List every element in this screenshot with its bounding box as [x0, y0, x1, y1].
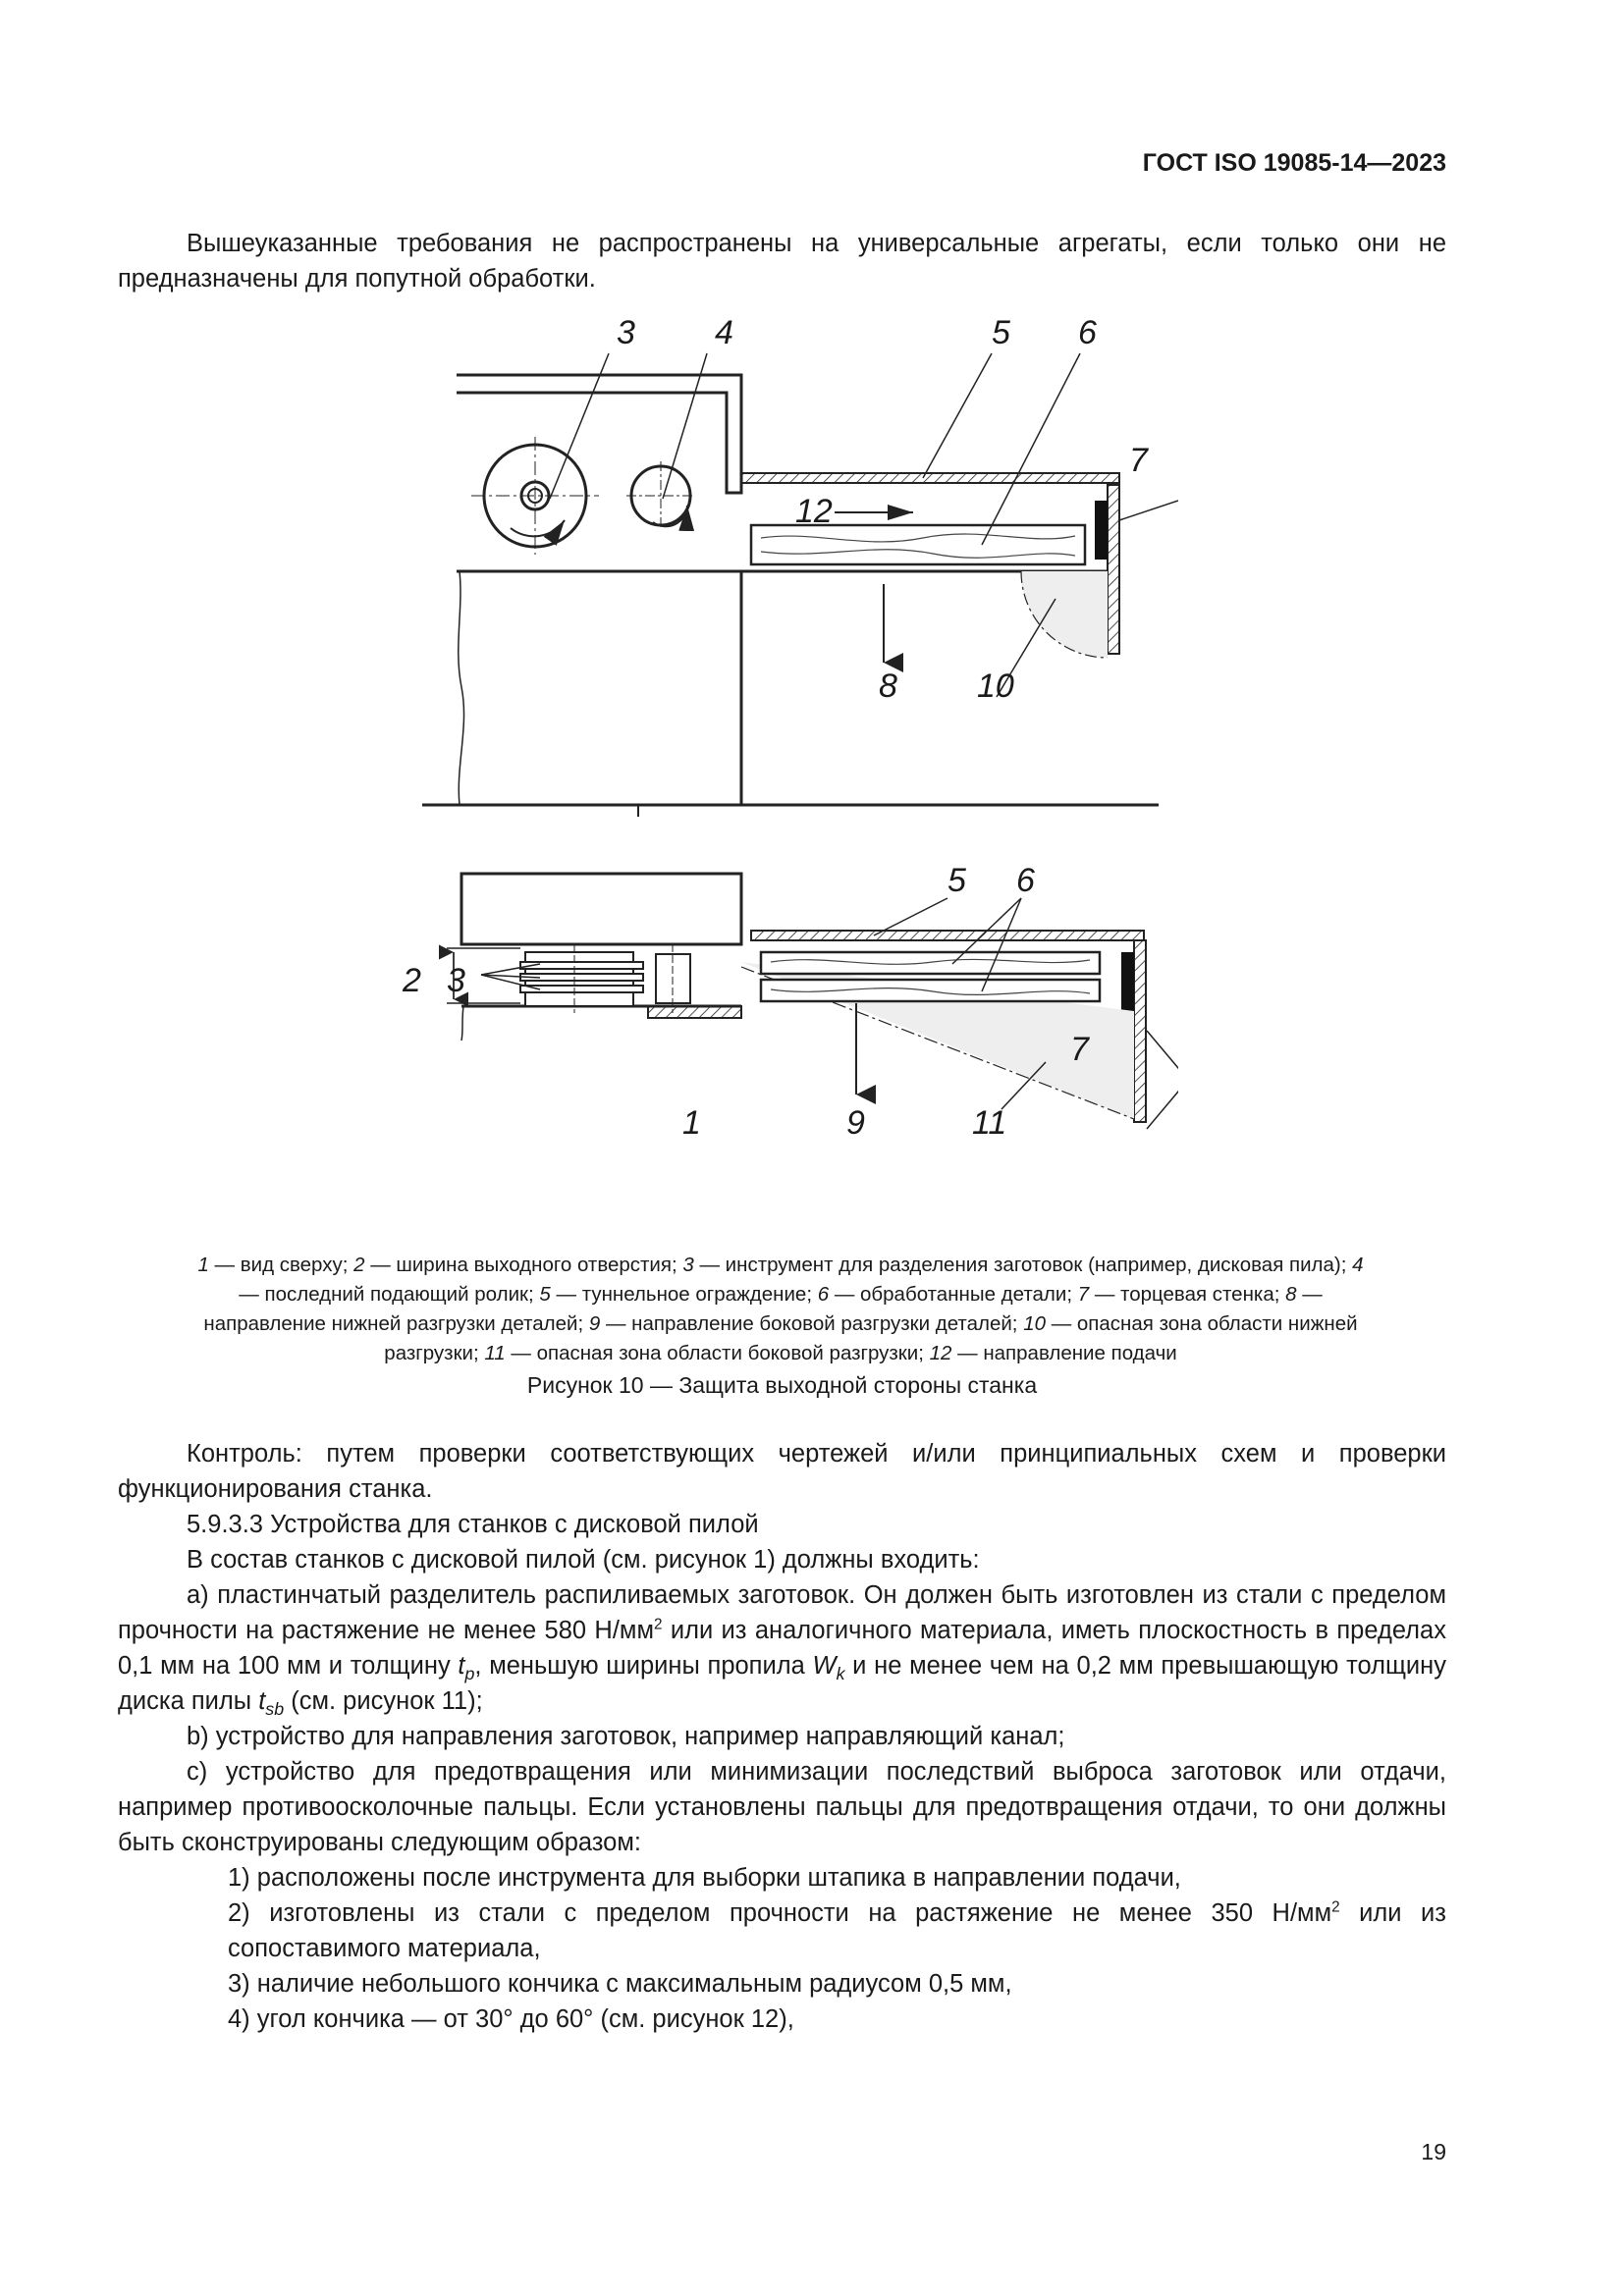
- subitem-1: 1) расположены после инструмента для выборки штапика в направлении подачи,: [228, 1864, 1181, 1892]
- page-number: 19: [1421, 2139, 1446, 2164]
- subitem-2: 2) изготовлены из стали с пределом прочности на растяжение не менее 350 $Н/мм^2$ или из сопоставимого материала,: [228, 1898, 1446, 1962]
- label-10: 10: [977, 667, 1014, 705]
- label-7: 7: [1129, 442, 1148, 479]
- label-3: 3: [617, 314, 635, 351]
- label-2: 2: [403, 962, 421, 999]
- top-view: [403, 862, 1178, 1142]
- section-heading: 5.9.3.3 Устройства для станков с дисковой пилой: [187, 1511, 759, 1538]
- legend-item: 11 — опасная зона области боковой разгрузки;: [484, 1342, 930, 1364]
- label-9: 9: [846, 1104, 865, 1142]
- legend-item: 6 — обработанные детали;: [817, 1283, 1078, 1306]
- bottom-label-5: 5: [947, 862, 966, 899]
- figure-10-drawing: [403, 314, 1178, 1217]
- bottom-label-6: 6: [1016, 862, 1035, 899]
- bottom-label-7: 7: [1070, 1031, 1089, 1068]
- label-12: 12: [795, 493, 833, 530]
- legend-item: 9 — направление боковой разгрузки деталей;: [588, 1312, 1024, 1335]
- intro-paragraph: [118, 226, 1446, 296]
- side-view: [422, 314, 1178, 817]
- legend-item: 2 — ширина выходного отверстия;: [353, 1254, 683, 1276]
- legend-item: 12 — направление подачи: [929, 1342, 1177, 1364]
- label-8: 8: [879, 667, 897, 705]
- figure-legend: [191, 1251, 1370, 1368]
- subitem-3: 3) наличие небольшого кончика с максимальным радиусом 0,5 мм,: [228, 1970, 1012, 1998]
- saw-stack: [520, 944, 690, 1013]
- document-code: ГОСТ ISO 19085-14—2023: [1142, 149, 1446, 177]
- item-b: b) устройство для направления заготовок, например направляющий канал;: [187, 1723, 1065, 1750]
- legend-item: 1 — вид сверху;: [197, 1254, 354, 1276]
- danger-zone-bottom: [1021, 571, 1108, 658]
- figure-caption: Рисунок 10 — Защита выходной стороны станка: [526, 1372, 1038, 1398]
- workpiece-side: [751, 525, 1085, 564]
- item-c: с) устройство для предотвращения или минимизации последствий выброса заготовок или отдачи, например противоосколочные пальцы. Если установлены пальцы для предотвращения отдачи, то они должны быть сконструированы следующим образом:: [118, 1758, 1446, 1856]
- label-6: 6: [1078, 314, 1097, 351]
- legend-item: 4 — последний подающий ролик;: [239, 1254, 1364, 1306]
- label-1: 1: [682, 1104, 701, 1142]
- label-4: 4: [715, 314, 733, 351]
- end-wall: [1108, 485, 1119, 654]
- legend-item: 7 — торцевая стенка;: [1077, 1283, 1286, 1306]
- legend-item: 8 — направление нижней разгрузки деталей;: [203, 1283, 1323, 1335]
- control-paragraph: Контроль: путем проверки соответствующих чертежей и/или принципиальных схем и проверки функционирования станка.: [118, 1440, 1446, 1503]
- composition-paragraph: В состав станков с дисковой пилой (см. рисунок 1) должны входить:: [187, 1546, 980, 1574]
- tunnel-guard-top: [741, 473, 1119, 483]
- legend-item: 10 — опасная зона области нижней разгрузки;: [384, 1312, 1358, 1364]
- label-11: 11: [972, 1104, 1007, 1142]
- bottom-label-3: 3: [447, 962, 465, 999]
- intro-text: Вышеуказанные требования не распространены на универсальные агрегаты, если только они не предназначены для попутной обработки.: [118, 230, 1446, 293]
- subitem-4: 4) угол кончика — от 30° до 60° (см. рисунок 12),: [228, 2005, 794, 2033]
- item-a: а) пластинчатый разделитель распиливаемых заготовок. Он должен быть изготовлен из стали с пределом прочности на растяжение не менее 580 $Н/мм^2$ или из аналогичного материала, иметь плоскостность в пределах 0,1 мм на 100 мм и толщину $t_p$, меньшую ширины пропила $W_k$ и не менее чем на 0,2 мм превышающую толщину диска пилы $t_{sb}$ (см. рисунок 11);: [118, 1581, 1447, 1720]
- legend-item: 5 — туннельное ограждение;: [539, 1283, 818, 1306]
- body-text: [118, 1436, 1446, 2037]
- label-5: 5: [992, 314, 1010, 351]
- legend-item: 3 — инструмент для разделения заготовок (например, дисковая пила);: [682, 1254, 1353, 1276]
